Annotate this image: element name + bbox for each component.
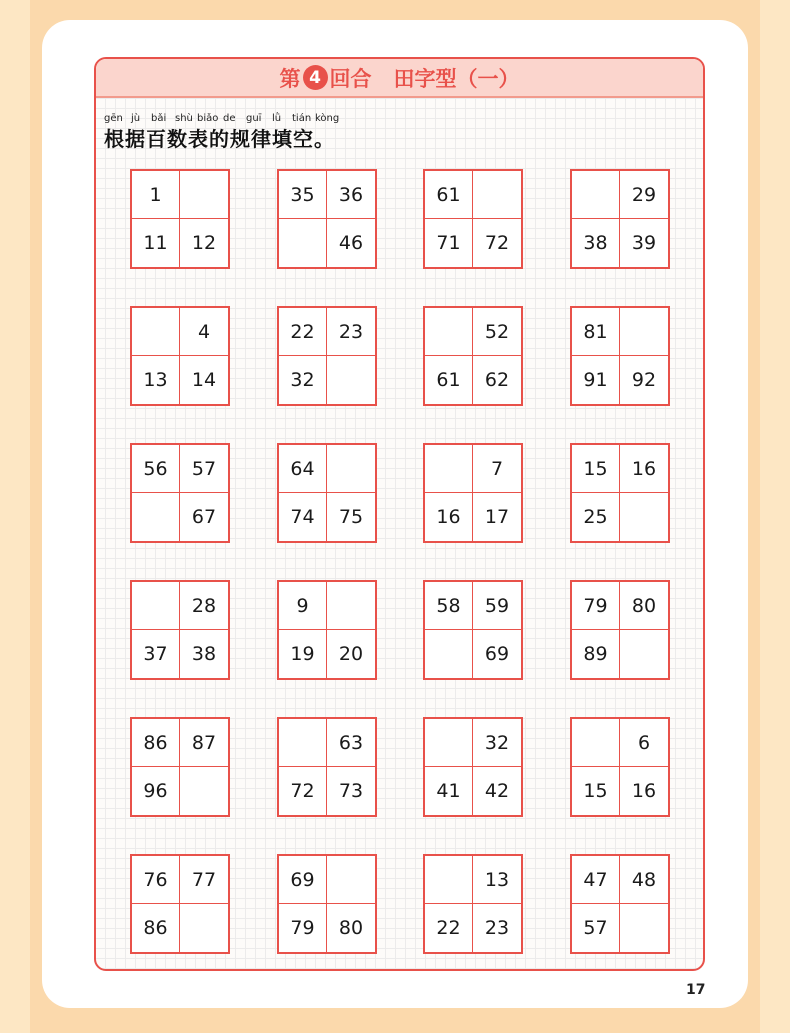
grid-cell: 80 [338,917,364,939]
grid-puzzle [277,854,377,954]
grid-cell: 72 [484,232,510,254]
grid-cell: 80 [620,582,668,630]
grid-puzzle [277,580,377,680]
grid-puzzle [277,169,377,269]
grid-cell: 28 [180,582,228,630]
grid-puzzle [277,306,377,406]
grid-cell-blank[interactable] [425,719,473,767]
grid-cell: 15 [572,445,620,493]
grid-cell: 23 [484,917,510,939]
grid-cell: 67 [191,506,217,528]
grid-cell: 16 [631,780,657,802]
instruction-text: 根据百数表的规律填空。 [104,127,335,151]
grid-puzzle [570,169,670,269]
grid-cell-blank[interactable] [180,904,228,952]
grid-puzzle [423,717,523,817]
grid-cell: 1 [132,171,180,219]
grid-cell: 16 [620,445,668,493]
grid-cell: 77 [180,856,228,904]
grid-cell-blank[interactable] [425,856,473,904]
grid-cell: 71 [425,219,473,267]
grid-cell: 62 [484,369,510,391]
grid-puzzle [130,169,230,269]
pinyin-5: biǎo [197,113,219,124]
grid-puzzle [570,854,670,954]
grid-cell: 69 [279,856,327,904]
grid-puzzle [423,169,523,269]
page-edge-left [0,0,30,1033]
grid-cell: 11 [132,219,180,267]
title-subtitle: 田字型（一） [393,66,520,91]
grid-cell: 13 [473,856,521,904]
grid-cell-blank[interactable] [620,904,668,952]
grid-cell-blank[interactable] [473,171,521,219]
grid-cell-blank[interactable] [132,582,180,630]
pinyin-3: bǎi [151,113,167,124]
grid-cell: 12 [191,232,217,254]
grid-cell-blank[interactable] [327,582,375,630]
grid-cell-blank[interactable] [572,719,620,767]
grid-puzzle [277,443,377,543]
grid-puzzle [423,306,523,406]
grid-cell: 79 [572,582,620,630]
grid-cell: 57 [572,904,620,952]
page-title [96,59,703,96]
grid-cell: 79 [279,904,327,952]
grid-cell: 58 [425,582,473,630]
grid-cell: 75 [338,506,364,528]
grid-cell: 91 [572,356,620,404]
grid-cell: 86 [132,904,180,952]
grid-cell: 42 [484,780,510,802]
grid-cell: 19 [279,630,327,678]
grid-puzzle [130,443,230,543]
grid-cell: 29 [620,171,668,219]
grid-cell: 4 [180,308,228,356]
grid-cell-blank[interactable] [620,493,668,541]
grid-cell: 73 [338,780,364,802]
grid-cell: 64 [279,445,327,493]
grid-cell-blank[interactable] [279,719,327,767]
grid-cell: 17 [484,506,510,528]
pinyin-4: shù [175,113,193,124]
grid-puzzle [130,580,230,680]
title-suffix: 回合 [329,66,372,91]
grid-cell-blank[interactable] [425,308,473,356]
grid-puzzle [570,306,670,406]
grid-puzzle [423,443,523,543]
grid-cell: 61 [425,356,473,404]
grid-cell: 23 [327,308,375,356]
grid-cell: 20 [338,643,364,665]
grid-cell-blank[interactable] [279,219,327,267]
grid-cell: 89 [572,630,620,678]
pinyin-7: guī [246,113,262,124]
grid-cell: 63 [327,719,375,767]
grid-cell: 38 [572,219,620,267]
grid-cell: 35 [279,171,327,219]
pinyin-10: kòng [315,113,340,124]
pinyin-1: gēn [104,113,123,124]
round-number-badge: 4 [303,65,328,90]
grid-cell: 59 [473,582,521,630]
grid-cell: 37 [132,630,180,678]
grid-cell: 36 [327,171,375,219]
grid-cell: 9 [279,582,327,630]
grid-cell: 57 [180,445,228,493]
grid-puzzle [130,306,230,406]
grid-puzzle [423,580,523,680]
grid-puzzle [570,717,670,817]
grid-cell: 38 [191,643,217,665]
grid-cell-blank[interactable] [180,767,228,815]
grid-cell-blank[interactable] [572,171,620,219]
grid-cell: 32 [473,719,521,767]
grid-puzzle [130,854,230,954]
grid-cell: 16 [425,493,473,541]
pinyin-8: lǜ [272,113,282,124]
grid-cell: 47 [572,856,620,904]
grid-cell: 61 [425,171,473,219]
grid-cell: 96 [132,767,180,815]
grid-cell-blank[interactable] [620,630,668,678]
grid-cell: 41 [425,767,473,815]
grid-cell-blank[interactable] [132,493,180,541]
grid-cell: 48 [620,856,668,904]
pinyin-9: tián [292,113,312,124]
grid-cell-blank[interactable] [327,445,375,493]
grid-puzzle [423,854,523,954]
pinyin-2: jù [131,113,141,124]
grid-cell: 72 [279,767,327,815]
grid-cell-blank[interactable] [327,356,375,404]
grid-cell: 81 [572,308,620,356]
grid-cell-blank[interactable] [425,630,473,678]
grid-cell: 13 [132,356,180,404]
grid-cell-blank[interactable] [620,308,668,356]
grid-cell-blank[interactable] [132,308,180,356]
grid-puzzle [570,443,670,543]
grid-cell: 87 [180,719,228,767]
grid-cell: 22 [279,308,327,356]
pinyin-6: de [223,113,236,124]
grid-cell: 7 [473,445,521,493]
grid-cell: 32 [279,356,327,404]
grid-cell: 52 [473,308,521,356]
title-prefix: 第 [279,66,301,91]
grid-cell: 46 [338,232,364,254]
grid-cell: 69 [484,643,510,665]
grid-cell: 76 [132,856,180,904]
grid-cell-blank[interactable] [180,171,228,219]
grid-cell: 86 [132,719,180,767]
grid-puzzle [570,580,670,680]
grid-cell: 92 [631,369,657,391]
grid-cell: 25 [572,493,620,541]
grid-cell: 22 [425,904,473,952]
grid-cell: 15 [572,767,620,815]
grid-cell: 74 [279,493,327,541]
page-edge-right [760,0,790,1033]
grid-puzzle [130,717,230,817]
grid-cell: 14 [191,369,217,391]
page-number: 17 [686,982,706,998]
grid-cell-blank[interactable] [327,856,375,904]
grid-cell: 56 [132,445,180,493]
grid-cell: 39 [631,232,657,254]
grid-cell-blank[interactable] [425,445,473,493]
grid-cell: 6 [620,719,668,767]
grid-puzzle [277,717,377,817]
